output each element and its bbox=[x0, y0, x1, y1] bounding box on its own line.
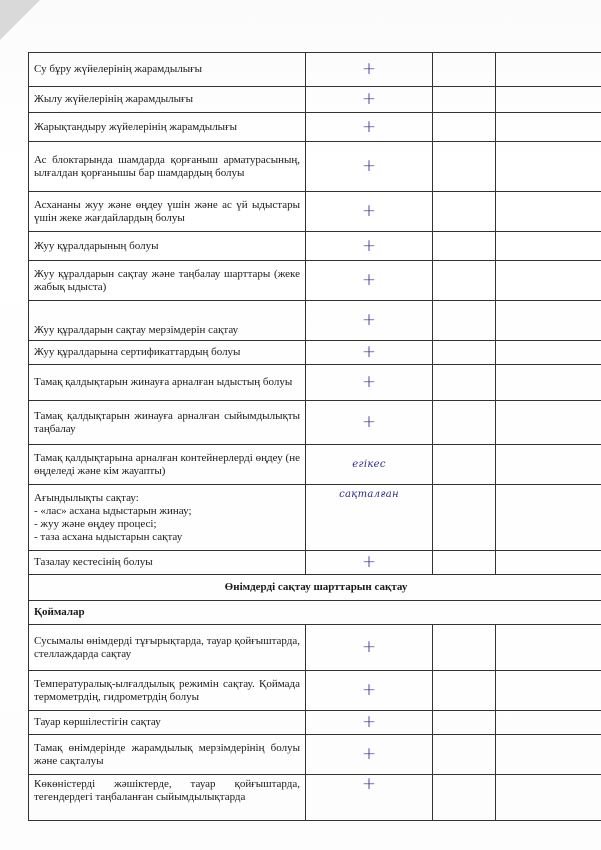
table-row bbox=[29, 301, 601, 341]
checkmark-plus: + bbox=[306, 365, 433, 401]
empty-cell bbox=[433, 341, 496, 365]
page-corner-fold bbox=[0, 0, 40, 40]
table-row bbox=[29, 401, 601, 445]
criterion-label: Тамақ қалдықтарына арналған контейнерлерді өңдеу (не өңделеді және кім жауапты) bbox=[29, 445, 306, 485]
table-row bbox=[29, 261, 601, 301]
empty-cell bbox=[496, 401, 601, 445]
empty-cell bbox=[496, 301, 601, 341]
table-row bbox=[29, 445, 601, 485]
empty-cell bbox=[496, 341, 601, 365]
empty-cell bbox=[433, 711, 496, 735]
empty-cell bbox=[433, 261, 496, 301]
table-row bbox=[29, 192, 601, 232]
empty-cell bbox=[433, 445, 496, 485]
table-row bbox=[29, 341, 601, 365]
table-row bbox=[29, 735, 601, 775]
checkmark-plus: + bbox=[306, 142, 433, 192]
criterion-label: Температуралық-ылғалдылық режимін сақтау. Қоймада термометрдің, гидрометрдің болуы bbox=[29, 671, 306, 711]
criterion-label: Жылу жүйелерінің жарамдылығы bbox=[29, 87, 306, 113]
table-row bbox=[29, 142, 601, 192]
criterion-label: Ас блоктарында шамдарда қорғаныш арматурасының, ылғалдан қорғанышы бар шамдардың болуы bbox=[29, 142, 306, 192]
criterion-label: Тауар көршілестігін сақтау bbox=[29, 711, 306, 735]
empty-cell bbox=[433, 485, 496, 551]
empty-cell bbox=[496, 192, 601, 232]
checkmark-plus: + bbox=[306, 87, 433, 113]
checkmark-plus: + bbox=[306, 261, 433, 301]
empty-cell bbox=[496, 775, 601, 821]
checkmark-plus: + bbox=[306, 551, 433, 575]
checkmark-plus: + bbox=[306, 735, 433, 775]
empty-cell bbox=[496, 671, 601, 711]
checkmark-plus: + bbox=[306, 301, 433, 341]
empty-cell bbox=[433, 551, 496, 575]
table-row bbox=[29, 671, 601, 711]
empty-cell bbox=[433, 142, 496, 192]
criterion-label: Көкөністерді жәшіктерде, тауар қойғыштарда, тегендердегі таңбаланған сыйымдылықтарда bbox=[29, 775, 306, 821]
empty-cell bbox=[433, 735, 496, 775]
table-row bbox=[29, 775, 601, 821]
checkmark-plus: + bbox=[306, 625, 433, 671]
checkmark-plus: + bbox=[306, 53, 433, 87]
table-row bbox=[29, 113, 601, 142]
empty-cell bbox=[433, 301, 496, 341]
empty-cell bbox=[433, 192, 496, 232]
empty-cell bbox=[496, 625, 601, 671]
criterion-label: Жуу құралдарына сертификаттардың болуы bbox=[29, 341, 306, 365]
criterion-label: Су бұру жүйелерінің жарамдылығы bbox=[29, 53, 306, 87]
empty-cell bbox=[496, 485, 601, 551]
empty-cell bbox=[496, 551, 601, 575]
table-row bbox=[29, 53, 601, 87]
table-row bbox=[29, 485, 601, 551]
empty-cell bbox=[496, 711, 601, 735]
table-row bbox=[29, 87, 601, 113]
table-row bbox=[29, 232, 601, 261]
checkmark-plus: + bbox=[306, 192, 433, 232]
empty-cell bbox=[496, 445, 601, 485]
criterion-label: Асхананы жуу және өңдеу үшін және ас үй ыдыстары үшін жеке жағдайлардың болуы bbox=[29, 192, 306, 232]
empty-cell bbox=[496, 365, 601, 401]
criterion-label: Тамақ қалдықтарын жинауға арналған ыдыстың болуы bbox=[29, 365, 306, 401]
empty-cell bbox=[433, 113, 496, 142]
empty-cell bbox=[433, 671, 496, 711]
empty-cell bbox=[433, 775, 496, 821]
table-row bbox=[29, 625, 601, 671]
checkmark-plus: + bbox=[306, 671, 433, 711]
handwritten-note: сақталған bbox=[306, 485, 433, 551]
checkmark-plus: + bbox=[306, 232, 433, 261]
table-row bbox=[29, 551, 601, 575]
empty-cell bbox=[496, 735, 601, 775]
empty-cell bbox=[433, 53, 496, 87]
empty-cell bbox=[496, 142, 601, 192]
criterion-label: Жуу құралдарын сақтау мерзімдерін сақтау bbox=[29, 301, 306, 341]
criterion-label: Сусымалы өнімдерді тұғырықтарда, тауар қойғыштарда, стеллаждарда сақтау bbox=[29, 625, 306, 671]
empty-cell bbox=[496, 232, 601, 261]
criterion-label: Тамақ қалдықтарын жинауға арналған сыйымдылықты таңбалау bbox=[29, 401, 306, 445]
criterion-label: Тамақ өнімдерінде жарамдылық мерзімдерінің болуы және сақталуы bbox=[29, 735, 306, 775]
checkmark-plus: + bbox=[306, 775, 433, 821]
section-header-row bbox=[29, 575, 601, 601]
table-row bbox=[29, 711, 601, 735]
empty-cell bbox=[433, 365, 496, 401]
checkmark-plus: + bbox=[306, 401, 433, 445]
empty-cell bbox=[433, 232, 496, 261]
empty-cell bbox=[496, 113, 601, 142]
criterion-label: Жарықтандыру жүйелерінің жарамдылығы bbox=[29, 113, 306, 142]
criterion-label: Тазалау кестесінің болуы bbox=[29, 551, 306, 575]
empty-cell bbox=[433, 87, 496, 113]
subsection-title: Қоймалар bbox=[29, 601, 601, 625]
empty-cell bbox=[496, 87, 601, 113]
empty-cell bbox=[433, 401, 496, 445]
handwritten-note: егікес bbox=[306, 445, 433, 485]
criterion-label: Ағындылықты сақтау: - «лас» асхана ыдыстарын жинау; - жуу және өңдеу процесі; - таза асхана ыдыстарын сақтау bbox=[29, 485, 306, 551]
checkmark-plus: + bbox=[306, 711, 433, 735]
inspection-checklist-table bbox=[28, 52, 601, 821]
checkmark-plus: + bbox=[306, 341, 433, 365]
checkmark-plus: + bbox=[306, 113, 433, 142]
criterion-label: Жуу құралдарын сақтау және таңбалау шарттары (жеке жабық ыдыста) bbox=[29, 261, 306, 301]
empty-cell bbox=[496, 261, 601, 301]
empty-cell bbox=[496, 53, 601, 87]
empty-cell bbox=[433, 625, 496, 671]
table-row bbox=[29, 365, 601, 401]
subsection-header-row bbox=[29, 601, 601, 625]
section-title: Өнімдерді сақтау шарттарын сақтау bbox=[29, 575, 601, 601]
criterion-label: Жуу құралдарының болуы bbox=[29, 232, 306, 261]
